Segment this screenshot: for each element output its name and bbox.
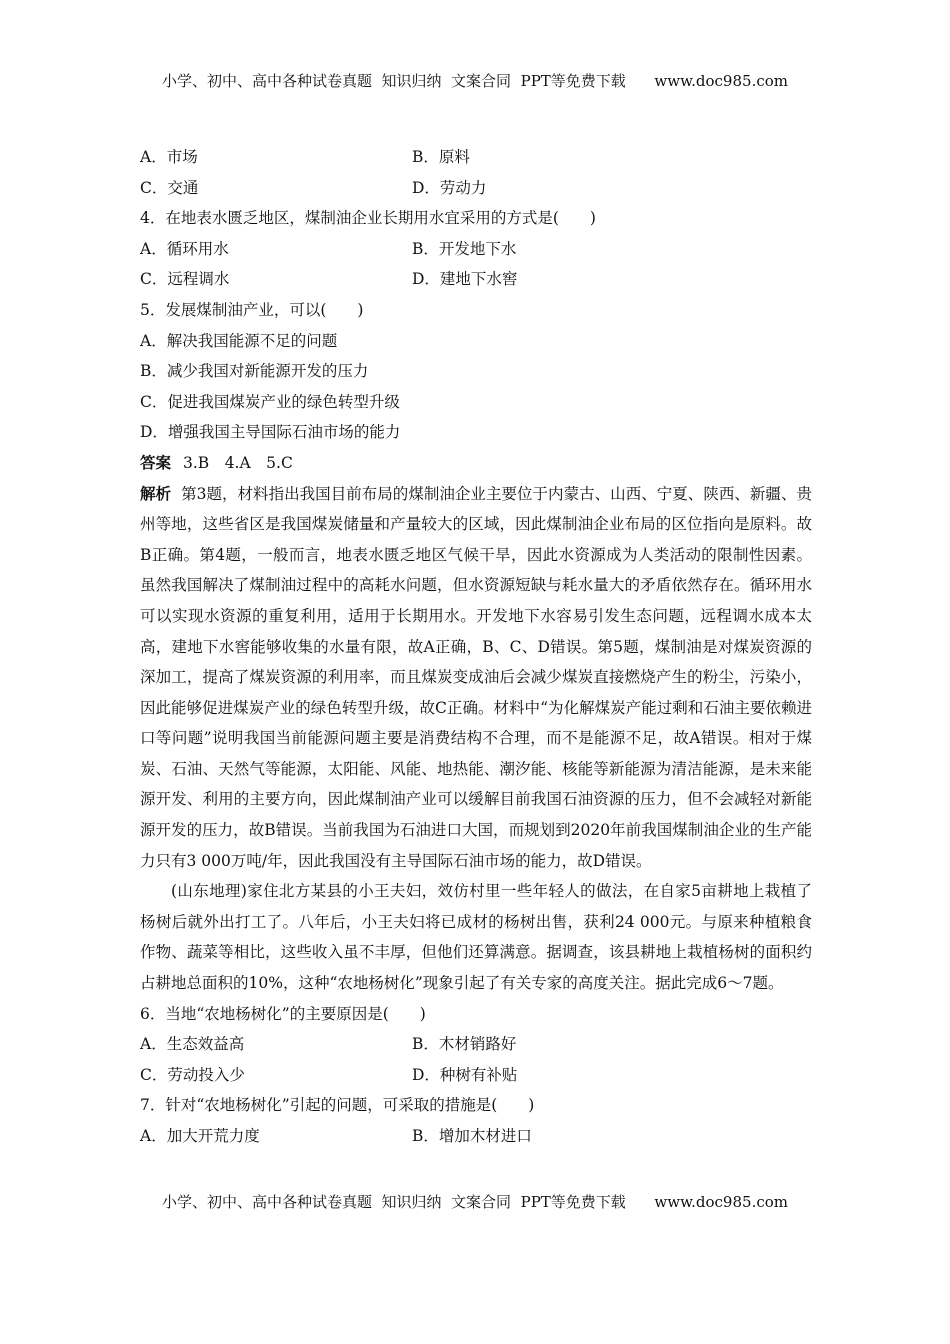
q3-options-row-2 (140, 173, 812, 204)
analysis-paragraph (140, 479, 812, 877)
q6-option-a: A．生态效益高 (140, 1035, 245, 1054)
q4-option-a: A．循环用水 (140, 239, 229, 258)
q5-option-c: C．促进我国煤炭产业的绿色转型升级 (140, 392, 400, 411)
q3-option-a: A．市场 (140, 148, 198, 166)
q7-option-a: A．加大开荒力度 (140, 1127, 260, 1145)
q6-stem: 6．当地“农地杨树化”的主要原因是( ) (140, 1004, 426, 1023)
page-header: 小学、初中、高中各种试卷真题 知识归纳 文案合同 PPT等免费下载 www.doc985.com (161, 72, 788, 90)
q5-option-d: D．增强我国主导国际石油市场的能力 (140, 423, 401, 442)
q4-options-row-2 (140, 264, 812, 295)
page-footer: 小学、初中、高中各种试卷真题 知识归纳 文案合同 PPT等免费下载 www.doc985.com (161, 1193, 788, 1211)
q7-options-row-1 (140, 1121, 812, 1152)
q6-options-row-1 (140, 1029, 812, 1060)
answer-text: 3.B 4.A 5.C (183, 453, 293, 472)
q3-option-c: C．交通 (140, 178, 199, 197)
q3-option-b: B．原料 (412, 148, 470, 166)
q4-option-c: C．远程调水 (140, 270, 230, 289)
q4-option-b: B．开发地下水 (412, 239, 517, 258)
q7-option-b: B．增加木材进口 (412, 1127, 532, 1145)
q6-option-d: D．种树有补贴 (412, 1065, 518, 1084)
q5-stem: 5．发展煤制油产业，可以( ) (140, 300, 364, 319)
passage-paragraph: (山东地理)家住北方某县的小王夫妇，效仿村里一些年轻人的做法，在自家5亩耕地上栽植了杨树后就外出打工了。八年后，小王夫妇将已成材的杨树出售，获利24 000元。与原来种植粮食作物、蔬菜等相比，这些收入虽不丰厚，但他们还算满意。据调查，该县耕地上栽植杨树的面积约占耕地总面积的10%，这种“农地杨树化”现象引起了有关专家的高度关注。据此完成6～7题。 (140, 882, 812, 993)
analysis-text: 第3题，材料指出我国目前布局的煤制油企业主要位于内蒙古、山西、宁夏、陕西、新疆、贵州等地，这些省区是我国煤炭储量和产量较大的区域，因此煤制油企业布局的区位指向是原料。故B正确。第4题，一般而言，地表水匮乏地区气候干旱，因此水资源成为人类活动的限制性因素。虽然我国解决了煤制油过程中的高耗水问题，但水资源短缺与耗水量大的矛盾依然存在。循环用水可以实现水资源的重复利用，适用于长期用水。开发地下水容易引发生态问题，远程调水成本太高，建地下水窖能够收集的水量有限，故A正确，B、C、D错误。第5题，煤制油是对煤炭资源的深加工，提高了煤炭资源的利用率，而且煤炭变成油后会减少煤炭直接燃烧产生的粉尘，污染小，因此能够促进煤炭产业的绿色转型升级，故C正确。材料中“为化解煤炭产能过剩和石油主要依赖进口等问题”说明我国当前能源问题主要是消费结构不合理，而不是能源不足，故A错误。相对于煤炭、石油、天然气等能源，太阳能、风能、地热能、潮汐能、核能等新能源为清洁能源，是未来能源开发、利用的主要方向，因此煤制油产业可以缓解目前我国石油资源的压力，但不会减轻对新能源开发的压力，故B错误。当前我国为石油进口大国，而规划到2020年前我国煤制油企业的生产能力只有3 000万吨/年，因此我国没有主导国际石油市场的能力，故D错误。 (140, 484, 812, 870)
q7-stem: 7．针对“农地杨树化”引起的问题，可采取的措施是( ) (140, 1096, 535, 1115)
q3-options-row-1 (140, 142, 812, 173)
q6-options-row-2 (140, 1060, 812, 1091)
q6-option-b: B．木材销路好 (412, 1035, 517, 1054)
q4-option-d: D．建地下水窖 (412, 270, 518, 289)
q4-stem: 4．在地表水匮乏地区，煤制油企业长期用水宜采用的方式是( ) (140, 209, 596, 228)
q5-option-b: B．减少我国对新能源开发的压力 (140, 362, 369, 381)
answer-label: 答案 (140, 452, 172, 472)
q6-option-c: C．劳动投入少 (140, 1065, 245, 1084)
q4-options-row-1 (140, 234, 812, 265)
document-body (140, 142, 812, 1152)
q5-option-a: A．解决我国能源不足的问题 (140, 331, 338, 350)
answer-line (140, 448, 812, 479)
analysis-label: 解析 (140, 483, 172, 503)
q3-option-d: D．劳动力 (412, 178, 487, 197)
